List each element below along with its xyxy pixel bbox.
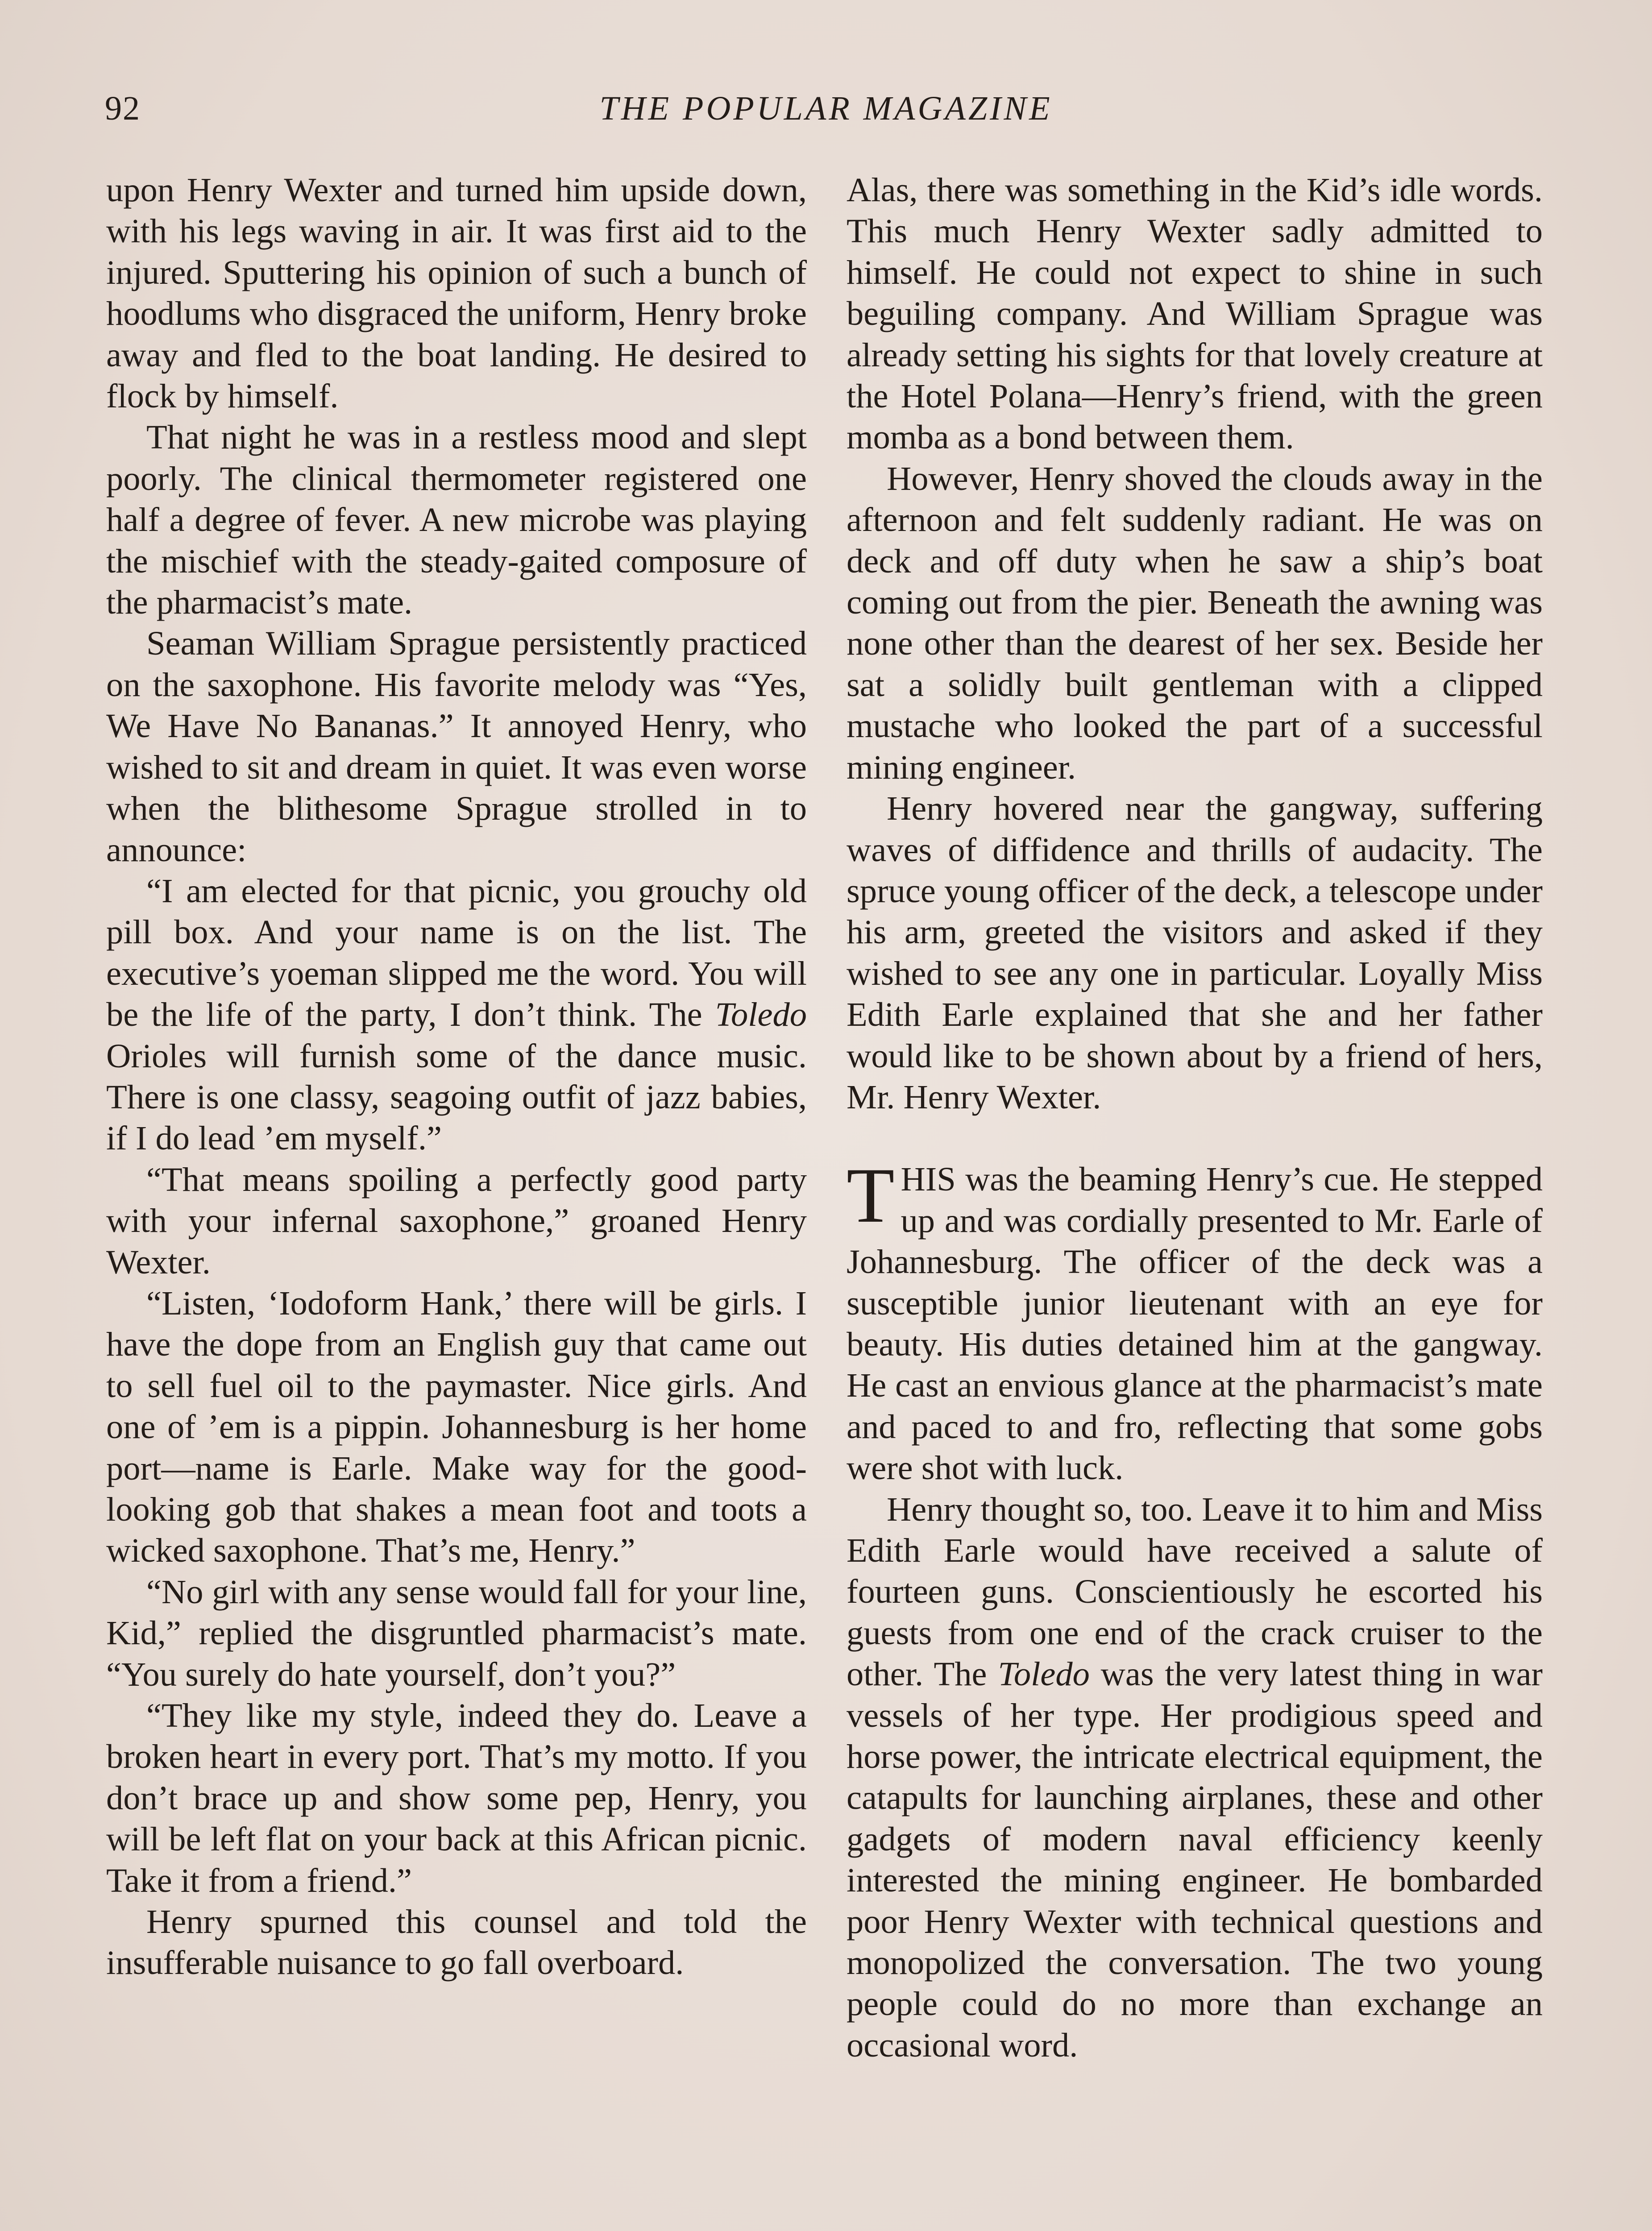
paragraph: However, Henry shoved the clouds away in the afternoon and felt suddenly radiant. He was on deck and off duty when he saw a ship’s boat coming out from the pier. Beneath the awning was none other than the dearest of her sex. Beside her sat a solidly built gentleman with a clipped mustache who looked the part of a successful mining engineer. <box>847 459 1543 786</box>
text-run: Orioles will furnish some of the dance music. There is one classy, seagoing outfit of jazz babies, if I do lead ’em myself.” <box>106 1037 807 1157</box>
text-run: was the very latest thing in war vessels of her type. Her prodigious speed and horse power, the intricate electrical equipment, the catapults for launching airplanes, these and other gadgets of modern naval efficiency keenly interested the mining engineer. He bombarded poor Henry Wexter with technical questions and monopolized the conversation. The two young people could do no more than exchange an occasional word. <box>847 1655 1543 2064</box>
paragraph: Henry spurned this counsel and told the insufferable nuisance to go fall overboard. <box>106 1903 807 1982</box>
paragraph <box>847 1152 1543 1489</box>
paragraph: “That means spoiling a perfectly good party with your infernal saxophone,” groaned Henry Wexter. <box>106 1160 807 1281</box>
paragraph: Henry hovered near the gangway, suffering waves of diffidence and thrills of audacity. The spruce young officer of the deck, a telescope under his arm, greeted the visitors and asked if they wished to see any one in particular. Loyally Miss Edith Earle explained that she and her father would like to be shown about by a friend of hers, Mr. Henry Wexter. <box>847 789 1543 1116</box>
page-header <box>105 89 1547 138</box>
drop-cap: T <box>847 1152 895 1240</box>
text-run: HIS was the beaming Henry’s cue. He stepped up and was cordially presented to Mr. Earle of Johannesburg. The officer of the deck was a susceptible junior lieutenant with an eye for beauty. His duties detained him at the gangway. He cast an envious glance at the pharmacist’s mate and paced to and fro, reflecting that some gobs were shot with luck. <box>847 1160 1543 1487</box>
paragraph: “They like my style, indeed they do. Leave a broken heart in every port. That’s my motto. If you don’t brace up and show some pep, Henry, you will be left flat on your back at this African picnic. Take it from a friend.” <box>106 1696 807 1899</box>
text-run: “I am elected for that picnic, you grouchy old pill box. And your name is on the list. The executive’s yoeman slipped me the word. You will be the life of the party, I don’t think. The <box>106 871 807 1034</box>
running-head: THE POPULAR MAGAZINE <box>599 90 1053 127</box>
paragraph: Seaman William Sprague persistently practiced on the saxophone. His favorite melody was “Yes, We Have No Bananas.” It annoyed Henry, who wished to sit and dream in quiet. It was even worse when the blithesome Sprague strolled in to announce: <box>106 624 807 869</box>
paragraph: “No girl with any sense would fall for your line, Kid,” replied the disgruntled pharmacist’s mate. “You surely do hate yourself, don’t you?” <box>106 1572 807 1693</box>
paragraph <box>106 871 807 1159</box>
left-column <box>106 170 807 1984</box>
ship-name-italic: Toledo <box>998 1655 1090 1693</box>
page-number: 92 <box>105 90 141 127</box>
text-run: Henry thought so, too. Leave it to him and Miss Edith Earle would have received a salute of fourteen guns. Conscientiously he escorted his guests from one end of the crack cruiser to the other. The <box>847 1490 1543 1693</box>
ship-name-italic: Toledo <box>715 995 807 1034</box>
right-column <box>847 170 1543 2066</box>
section-break <box>847 1118 1543 1159</box>
paragraph: Alas, there was something in the Kid’s idle words. This much Henry Wexter sadly admitted to himself. He could not expect to shine in such beguiling company. And William Sprague was already setting his sights for that lovely creature at the Hotel Polana—Henry’s friend, with the green momba as a bond between them. <box>847 171 1543 456</box>
paragraph <box>847 1489 1543 2066</box>
paragraph: upon Henry Wexter and turned him upside down, with his legs waving in air. It was first aid to the injured. Sputtering his opinion of such a bunch of hoodlums who disgraced the uniform, Henry broke away and fled to the boat landing. He desired to flock by himself. <box>106 171 807 415</box>
paragraph: “Listen, ‘Iodoform Hank,’ there will be girls. I have the dope from an English guy that came out to sell fuel oil to the paymaster. Nice girls. And one of ’em is a pippin. Johannesburg is her home port—name is Earle. Make way for the good-looking gob that shakes a mean foot and toots a wicked saxophone. That’s me, Henry.” <box>106 1284 807 1570</box>
paragraph: That night he was in a restless mood and slept poorly. The clinical thermometer registered one half a degree of fever. A new microbe was playing the mischief with the steady-gaited composure of the pharmacist’s mate. <box>106 418 807 622</box>
